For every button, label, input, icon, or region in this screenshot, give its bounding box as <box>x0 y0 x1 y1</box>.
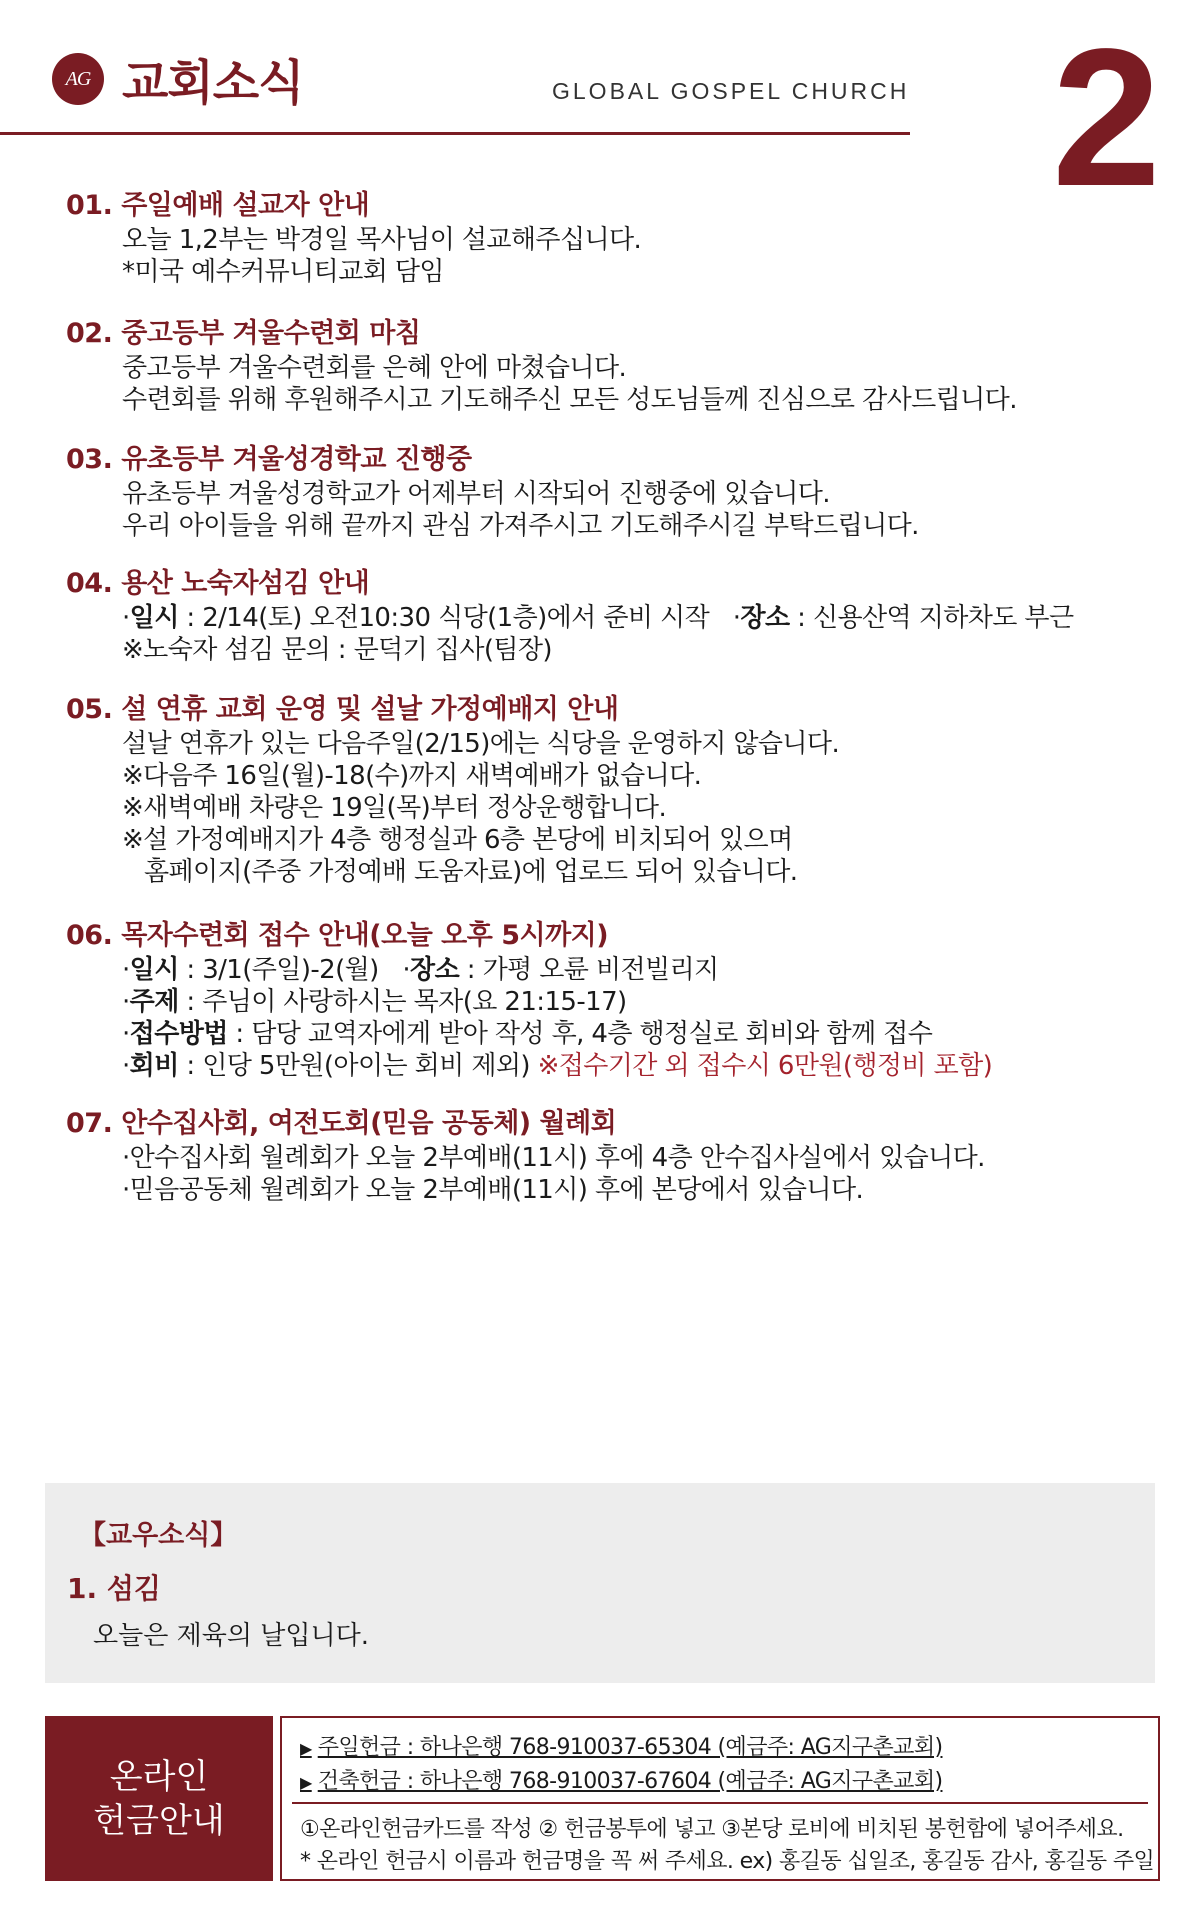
notice-03 <box>66 442 919 542</box>
notice-07 <box>66 1106 985 1206</box>
notice-06 <box>66 918 992 1082</box>
online-giving-label-line: 헌금안내 <box>93 1800 225 1841</box>
notice-line: ·접수방법 : 담당 교역자에게 받아 작성 후, 4층 행정실로 회비와 함께 접수 <box>122 1019 933 1049</box>
notice-line: ·주제 : 주님이 사랑하시는 목자(요 21:15-17) <box>122 987 627 1017</box>
notice-line: ·일시 : 3/1(주일)-2(월) ·장소 : 가평 오륜 비전빌리지 <box>122 955 719 985</box>
notice-line: 오늘 1,2부는 박경일 목사님이 설교해주십니다. <box>122 225 642 255</box>
sunday-offering-account: ▶ 주일헌금 : 하나은행 768-910037-65304 (예금주: AG지구촌교회) <box>300 1735 943 1760</box>
field-label: 접수방법 <box>129 1019 228 1049</box>
field-value: : 2/14(토) 오전10:30 식당(1층)에서 준비 시작 <box>178 603 710 633</box>
field-label: 장소 <box>410 955 460 985</box>
notice-line: ※설 가정예배지가 4층 행정실과 6층 본당에 비치되어 있으며 <box>122 825 793 855</box>
church-name: GLOBAL GOSPEL CHURCH <box>552 78 910 104</box>
notice-title: 05. 설 연휴 교회 운영 및 설날 가정예배지 안내 <box>66 694 619 725</box>
notice-title: 04. 용산 노숙자섬김 안내 <box>66 568 370 599</box>
giving-divider <box>292 1802 1148 1804</box>
building-offering-account: ▶ 건축헌금 : 하나은행 768-910037-67604 (예금주: AG지구촌교회) <box>300 1769 943 1794</box>
members-heading: 【교우소식】 <box>79 1520 238 1551</box>
field-value: : 신용산역 지하차도 부근 <box>789 603 1074 633</box>
field-label: 회비 <box>129 1051 179 1081</box>
field-label: 장소 <box>740 603 790 633</box>
notice-line: 홈페이지(주중 가정예배 도움자료)에 업로드 되어 있습니다. <box>144 857 798 887</box>
online-giving-label <box>45 1716 273 1881</box>
notice-line: ·안수집사회 월례회가 오늘 2부예배(11시) 후에 4층 안수집사실에서 있습니다. <box>122 1143 985 1173</box>
notice-01 <box>66 188 641 288</box>
field-value: : 인당 5만원(아이는 회비 제외) <box>178 1051 538 1081</box>
notice-line: 수련회를 위해 후원해주시고 기도해주신 모든 성도님들께 진심으로 감사드립니다. <box>122 385 1017 415</box>
notice-title: 03. 유초등부 겨울성경학교 진행중 <box>66 444 472 475</box>
notice-title: 06. 목자수련회 접수 안내(오늘 오후 5시까지) <box>66 920 609 951</box>
notice-05 <box>66 692 839 888</box>
church-logo: AG <box>52 53 104 105</box>
field-value: : 주님이 사랑하시는 목자(요 21:15-17) <box>178 987 627 1017</box>
members-text: 오늘은 제육의 날입니다. <box>93 1621 369 1651</box>
late-fee-note: ※접수기간 외 접수시 6만원(행정비 포함) <box>537 1051 993 1081</box>
field-value: : 담당 교역자에게 받아 작성 후, 4층 행정실로 회비와 함께 접수 <box>227 1019 933 1049</box>
notice-line: ※새벽예배 차량은 19일(목)부터 정상운행합니다. <box>122 793 667 823</box>
notice-line: ※다음주 16일(월)-18(수)까지 새벽예배가 없습니다. <box>122 761 702 791</box>
field-label: 주제 <box>129 987 179 1017</box>
notice-04 <box>66 566 1073 666</box>
arrow-right-icon: ▶ <box>300 1773 312 1792</box>
online-giving-info <box>280 1716 1160 1881</box>
notice-line: 중고등부 겨울수련회를 은혜 안에 마쳤습니다. <box>122 353 627 383</box>
header-divider <box>0 132 910 135</box>
page-title: 교회소식 <box>122 55 304 111</box>
online-giving-label-line: 온라인 <box>109 1756 209 1797</box>
giving-instructions: ①온라인헌금카드를 작성 ② 헌금봉투에 넣고 ③본당 로비에 비치된 봉헌함에 넣어주세요. <box>300 1817 1124 1842</box>
notice-line: 유초등부 겨울성경학교가 어제부터 시작되어 진행중에 있습니다. <box>122 479 830 509</box>
notice-line: ※노숙자 섬김 문의 : 문덕기 집사(팀장) <box>122 635 552 665</box>
notice-line: ·회비 : 인당 5만원(아이는 회비 제외) ※접수기간 외 접수시 6만원(행정비 포함) <box>122 1051 993 1081</box>
members-subheading: 1. 섬김 <box>67 1572 161 1605</box>
notice-title: 02. 중고등부 겨울수련회 마침 <box>66 318 421 349</box>
notice-line: 우리 아이들을 위해 끝까지 관심 가져주시고 기도해주시길 부탁드립니다. <box>122 511 919 541</box>
notice-02 <box>66 316 1017 416</box>
field-label: 일시 <box>129 603 179 633</box>
field-label: 일시 <box>129 955 179 985</box>
members-news-panel <box>45 1483 1155 1683</box>
giving-note: * 온라인 헌금시 이름과 헌금명을 꼭 써 주세요. ex) 홍길동 십일조, 홍길동 감사, 홍길동 주일 <box>300 1849 1155 1874</box>
notice-line: *미국 예수커뮤니티교회 담임 <box>122 257 444 287</box>
field-value: : 가평 오륜 비전빌리지 <box>459 955 719 985</box>
notice-line: ·일시 : 2/14(토) 오전10:30 식당(1층)에서 준비 시작 ·장소 : 신용산역 지하차도 부근 <box>122 603 1074 633</box>
field-value: : 3/1(주일)-2(월) <box>178 955 379 985</box>
notice-line: ·믿음공동체 월례회가 오늘 2부예배(11시) 후에 본당에서 있습니다. <box>122 1175 864 1205</box>
notice-title: 07. 안수집사회, 여전도회(믿음 공동체) 월례회 <box>66 1108 617 1139</box>
notice-line: 설날 연휴가 있는 다음주일(2/15)에는 식당을 운영하지 않습니다. <box>122 729 840 759</box>
page-number: 2 <box>1052 8 1162 227</box>
notice-title: 01. 주일예배 설교자 안내 <box>66 190 370 221</box>
arrow-right-icon: ▶ <box>300 1739 312 1758</box>
